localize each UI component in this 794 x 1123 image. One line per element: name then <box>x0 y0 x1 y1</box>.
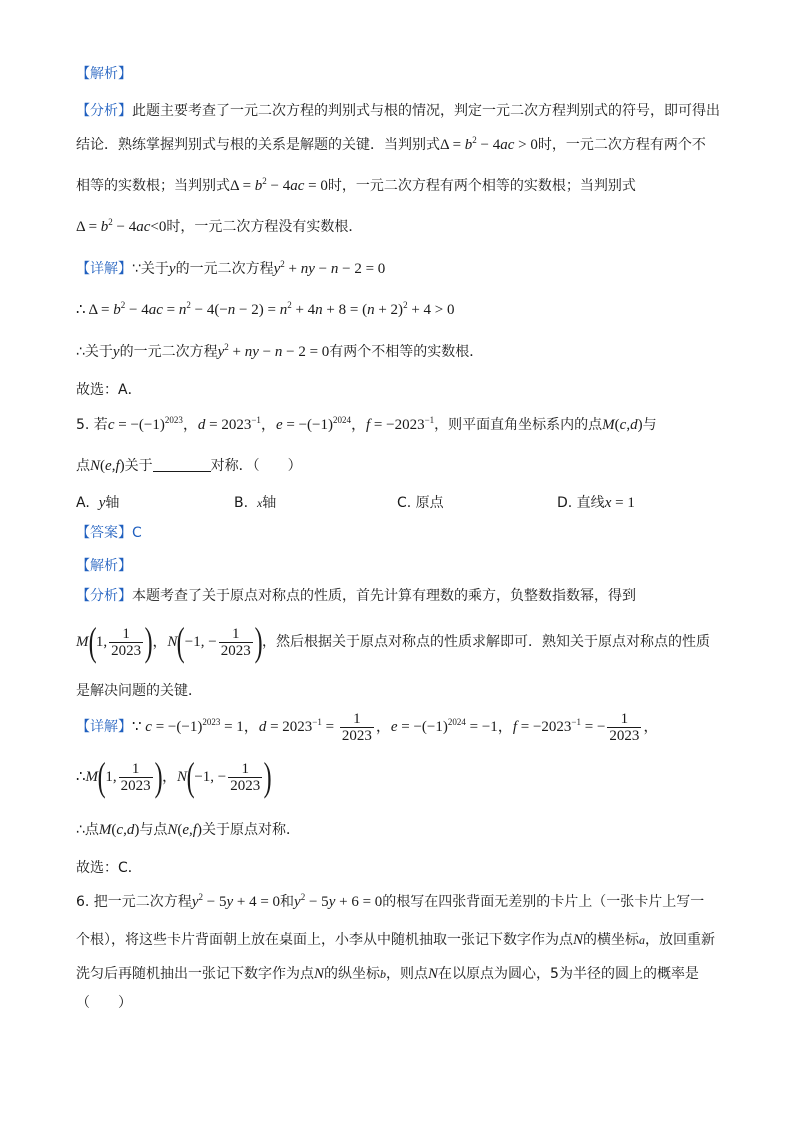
q5-stem-text-1: ，则平面直角坐标系内的点 <box>434 417 603 433</box>
q5-option-b-var: x <box>256 496 263 510</box>
q6-stem-line-4: （ ） <box>76 995 132 1011</box>
q5-fenxi-line-1 <box>76 586 636 606</box>
q5-number: 5. 若 <box>76 417 108 433</box>
q5-result-n-frac: $\frac{1}{2023}$ <box>230 760 261 794</box>
q5-xiangjie-line-1: 【详解】∵ $c = -(-1)^{2023} = 1$，$d = 2023^{-1}$ = $\frac{1}{2023}$ ，$e = -(-1)^{2024} = -1$，$f = -2023^{-1}$ = − $\frac{1}{2023}$ ， <box>76 710 659 744</box>
q4-xiangjie-text-3a: ∴关于 <box>76 344 113 360</box>
q5-fraction-2: $\frac{1}{2023}$ <box>220 625 251 659</box>
q5-conclusion-b: 与点 <box>139 822 168 838</box>
q5-guxuan: 故选：C． <box>76 860 142 876</box>
q5-fenxi-text-1: 本题考查了关于原点对称点的性质，首先计算有理数的乘方，负整数指数幂，得到 <box>132 588 636 604</box>
q4-fenxi-text-1: 此题主要考查了一元二次方程的判别式与根的情况，判定一元二次方程判别式的符号，即可得出 <box>132 103 720 119</box>
q4-fenxi-text-2b: 时，一元二次方程有两个不 <box>537 137 706 153</box>
q5-answer: 【答案】C <box>76 525 142 541</box>
q5-option-c: C. 原点 <box>397 495 444 511</box>
q4-fenxi-tag: 【分析】 <box>76 103 132 119</box>
q5-fenxi-text-2: ，然后根据关于原点对称点的性质求解即可．熟知关于原点对称点的性质 <box>262 634 711 650</box>
q4-guxuan: 故选：A． <box>76 382 142 398</box>
q4-fenxi-line-1 <box>76 101 720 121</box>
q5-fenxi-line-3: 是解决问题的关键． <box>76 683 202 699</box>
q4-equation-2: $y^2$ + ny − n − 2 = 0 <box>217 342 330 360</box>
q6-stem-text-1b: 和 <box>280 894 295 910</box>
q5-fenxi-line-2: M(1, $\frac{1}{2023}$ )，N(−1, − $\frac{1}{2023}$ )，然后根据关于原点对称点的性质求解即可．熟知关于原点对称点的性质 <box>76 619 711 664</box>
q5-option-a-letter: A. <box>76 495 90 511</box>
q5-option-d-text: D. 直线 <box>557 495 605 511</box>
q5-stem-text-2c: 对称．（ ） <box>210 458 302 474</box>
q6-stem-line-1 <box>76 892 704 912</box>
q5-fenxi-tag: 【分析】 <box>76 588 132 604</box>
q4-fenxi-text-2a: 结论．熟练掌握判别式与根的关系是解题的关键．当判别式 <box>76 137 440 153</box>
q5-point-m: M(c,d) <box>602 417 643 433</box>
q4-jiexi-heading: 【解析】 <box>76 66 132 82</box>
q6-stem-line-2: 个根），将这些卡片背面朝上放在桌面上，小李从中随机抽取一张记下数字作为点N的横坐标a，放回重新 <box>76 932 716 948</box>
q4-fenxi-line-2 <box>76 135 706 155</box>
q5-stem-text-2b: 关于 <box>124 458 153 474</box>
q5-conclusion-a: ∴点 <box>76 822 99 838</box>
q6-stem-text-2b: 的横坐标 <box>583 932 640 948</box>
q6-equation-2: $y^2 - 5y + 6 = 0$ <box>294 892 383 910</box>
q6-stem-text-3b: 的纵坐标 <box>324 966 381 982</box>
q5-option-b-text: 轴 <box>262 495 277 511</box>
q5-stem-line-1 <box>76 415 657 435</box>
q4-xiangjie-line-1 <box>76 259 385 279</box>
q4-var-y-2: y <box>112 344 120 360</box>
q4-xiangjie-line-2: ∴ $\Delta = b^2 - 4ac = n^2 - 4(-n - 2) = n^2 + 4n + 8 = (n + 2)^2 + 4 > 0$ <box>76 300 455 318</box>
q6-equation-1: $y^2 - 5y + 4 = 0$ <box>191 892 281 910</box>
q5-conclusion: ∴点M(c,d)与点N(e,f)关于原点对称． <box>76 822 300 838</box>
q5-calc-e: ，$e = -(-1)^{2024} = -1$，$f = -2023^{-1}$ = − <box>375 717 606 735</box>
q4-fenxi-text-4: 时，一元二次方程没有实数根． <box>166 219 363 235</box>
q5-jiexi-heading: 【解析】 <box>76 558 132 574</box>
q5-definitions: $c = -(-1)^{2023}$，$d = 2023^{-1}$，$e = -(-1)^{2024}$，$f = -2023^{-1}$ <box>107 415 435 433</box>
q4-xiangjie-tag: 【详解】 <box>76 261 132 277</box>
q5-answer-blank <box>153 457 211 472</box>
q4-fenxi-text-3b: 时，一元二次方程有两个相等的实数根；当判别式 <box>327 178 636 194</box>
q5-point-n-result: N <box>167 634 178 650</box>
q5-option-d-eq: x = 1 <box>604 495 635 511</box>
q4-var-y: y <box>168 261 176 277</box>
q6-stem-text-3a: 洗匀后再随机抽出一张记下数字作为点 <box>76 966 314 982</box>
q5-option-d <box>557 493 635 513</box>
q5-option-a-var: y <box>98 495 106 511</box>
q5-conclusion-c: 关于原点对称． <box>201 822 300 838</box>
q6-stem-line-3: 洗匀后再随机抽出一张记下数字作为点N的纵坐标b，则点N在以原点为圆心，5为半径的圆上的概率是 <box>76 966 699 982</box>
q4-fenxi-text-3a: 相等的实数根；当判别式 <box>76 178 230 194</box>
q6-stem-text-3c: ，则点 <box>386 966 429 982</box>
q4-discriminant-positive: $\Delta = b^2 - 4ac > 0$ <box>440 135 538 153</box>
q4-xiangjie-text-3b: 的一元二次方程 <box>119 344 218 360</box>
q5-point-m-result: M <box>76 634 89 650</box>
q4-equation: $y^2$ + ny − n − 2 = 0 <box>273 259 386 277</box>
q4-discriminant-zero: $\Delta = b^2 - 4ac = 0$ <box>230 176 328 194</box>
q5-option-b-letter: B. <box>234 495 249 511</box>
q5-stem-tail: 与 <box>642 417 657 433</box>
q5-stem-text-2a: 点 <box>76 458 90 474</box>
q4-fenxi-line-3 <box>76 176 636 196</box>
q6-number: 6. 把一元二次方程 <box>76 894 192 910</box>
q5-fraction: $\frac{1}{2023}$ <box>111 625 142 659</box>
q5-calc-d-frac: $\frac{1}{2023}$ <box>341 710 372 744</box>
q5-xiangjie-tag: 【详解】 <box>76 719 132 735</box>
q5-option-a <box>76 493 119 513</box>
q4-xiangjie-text-1b: 的一元二次方程 <box>175 261 274 277</box>
q6-stem-text-2a: 个根），将这些卡片背面朝上放在桌面上，小李从中随机抽取一张记下数字作为点 <box>76 932 573 948</box>
q6-stem-text-1c: 的根写在四张背面无差别的卡片上（一张卡片上写一 <box>382 894 705 910</box>
q6-stem-text-2c: ，放回重新 <box>645 932 716 948</box>
q5-calc-f-frac: $\frac{1}{2023}$ <box>609 710 640 744</box>
q5-xiangjie-line-2: ∴M(1, $\frac{1}{2023}$ )，N(−1, − $\frac{1}{2023}$ ) <box>76 754 272 799</box>
q5-option-b <box>234 493 276 513</box>
q5-option-a-text: 轴 <box>105 495 120 511</box>
q4-xiangjie-line-3 <box>76 342 483 362</box>
q4-xiangjie-text-1: ∵关于 <box>132 261 169 277</box>
q4-discriminant-negative: $\Delta = b^2 - 4ac<0$ <box>76 217 167 235</box>
q5-calc-c: ∵ $c = -(-1)^{2023} = 1$，$d = 2023^{-1}$ = <box>132 717 338 735</box>
q4-xiangjie-text-3c: 有两个不相等的实数根． <box>329 344 484 360</box>
q5-point-n: N(e,f) <box>90 458 125 474</box>
q5-result-m-frac: $\frac{1}{2023}$ <box>120 760 151 794</box>
q5-stem-line-2 <box>76 456 302 476</box>
q6-stem-text-3d: 在以原点为圆心，5为半径的圆上的概率是 <box>438 966 699 982</box>
q4-fenxi-line-4 <box>76 217 362 237</box>
